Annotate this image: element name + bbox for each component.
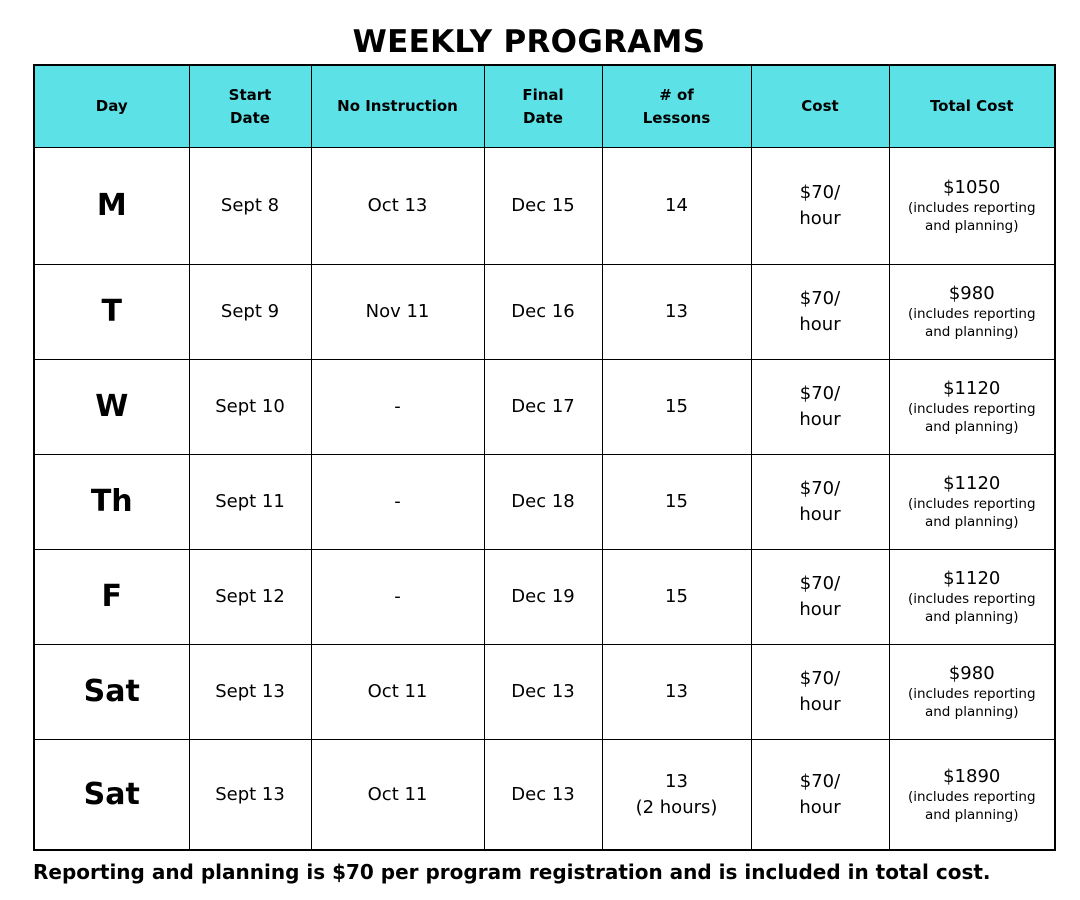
total-note: (includes reporting and planning): [907, 200, 1036, 234]
total-amount: $1120: [943, 568, 1001, 589]
total-cost-cell: [889, 265, 1055, 360]
total-note: (includes reporting and planning): [907, 788, 1036, 823]
total-amount: $980: [948, 283, 995, 304]
final-date-cell: Dec 19: [484, 550, 602, 645]
header-final-date: Final Date: [484, 65, 602, 148]
final-date-cell: Dec 16: [484, 265, 602, 360]
lessons-cell: [602, 455, 751, 550]
total-amount: $1050: [943, 177, 1001, 198]
day-cell: Sat: [34, 645, 189, 740]
header-start-date: Start Date: [189, 65, 311, 148]
header-day: Day: [34, 65, 189, 148]
programs-table: [33, 64, 1056, 851]
total-cost-cell: [889, 148, 1055, 265]
lessons-count: 15: [665, 396, 688, 417]
no-instruction-cell: -: [311, 360, 484, 455]
total-note: (includes reporting and planning): [907, 496, 1036, 530]
total-amount: $1120: [943, 473, 1001, 494]
lessons-cell: [602, 360, 751, 455]
start-date-cell: Sept 12: [189, 550, 311, 645]
table-body: [34, 148, 1055, 851]
total-note: (includes reporting and planning): [907, 401, 1036, 435]
lessons-count: 13: [665, 770, 688, 792]
lessons-cell: [602, 148, 751, 265]
lessons-cell: [602, 645, 751, 740]
cost-cell: $70/ hour: [751, 148, 889, 265]
day-cell: M: [34, 148, 189, 265]
lessons-count: 15: [665, 586, 688, 607]
lessons-cell: [602, 265, 751, 360]
total-cost-cell: [889, 360, 1055, 455]
table-row: [34, 148, 1055, 265]
final-date-cell: Dec 13: [484, 645, 602, 740]
cost-cell: $70/ hour: [751, 645, 889, 740]
lessons-cell: [602, 740, 751, 851]
table-row: [34, 550, 1055, 645]
page-title: WEEKLY PROGRAMS: [352, 24, 706, 60]
total-cost-cell: [889, 740, 1055, 851]
table-row: [34, 360, 1055, 455]
table-row: [34, 265, 1055, 360]
no-instruction-cell: Nov 11: [311, 265, 484, 360]
total-amount: $980: [948, 663, 995, 684]
header-total-cost: Total Cost: [889, 65, 1055, 148]
cost-cell: $70/ hour: [751, 740, 889, 851]
cost-cell: $70/ hour: [751, 265, 889, 360]
no-instruction-cell: -: [311, 550, 484, 645]
total-cost-cell: [889, 550, 1055, 645]
day-cell: F: [34, 550, 189, 645]
final-date-cell: Dec 17: [484, 360, 602, 455]
total-cost-cell: [889, 645, 1055, 740]
total-amount: $1890: [943, 765, 1001, 787]
table-row: [34, 645, 1055, 740]
header-cost: Cost: [751, 65, 889, 148]
table-row: [34, 740, 1055, 851]
total-note: (includes reporting and planning): [907, 306, 1036, 340]
lessons-count: 13: [665, 681, 688, 702]
total-amount: $1120: [943, 378, 1001, 399]
total-note: (includes reporting and planning): [907, 591, 1036, 625]
no-instruction-cell: -: [311, 455, 484, 550]
lessons-count: 13: [665, 301, 688, 322]
day-cell: W: [34, 360, 189, 455]
total-cost-cell: [889, 455, 1055, 550]
start-date-cell: Sept 9: [189, 265, 311, 360]
final-date-cell: Dec 15: [484, 148, 602, 265]
cost-cell: $70/ hour: [751, 455, 889, 550]
no-instruction-cell: Oct 11: [311, 645, 484, 740]
start-date-cell: Sept 8: [189, 148, 311, 265]
lessons-count: 15: [665, 491, 688, 512]
lessons-count: 14: [665, 195, 688, 216]
no-instruction-cell: Oct 11: [311, 740, 484, 851]
day-cell: Sat: [34, 740, 189, 851]
final-date-cell: Dec 13: [484, 740, 602, 851]
cost-cell: $70/ hour: [751, 550, 889, 645]
final-date-cell: Dec 18: [484, 455, 602, 550]
header-lessons: # of Lessons: [602, 65, 751, 148]
header-no-instruction: No Instruction: [311, 65, 484, 148]
start-date-cell: Sept 11: [189, 455, 311, 550]
table-header-row: [34, 65, 1055, 148]
cost-cell: $70/ hour: [751, 360, 889, 455]
start-date-cell: Sept 10: [189, 360, 311, 455]
lessons-note: (2 hours): [635, 796, 718, 818]
day-cell: T: [34, 265, 189, 360]
start-date-cell: Sept 13: [189, 645, 311, 740]
day-cell: Th: [34, 455, 189, 550]
lessons-cell: [602, 550, 751, 645]
total-note: (includes reporting and planning): [907, 686, 1036, 720]
footnote: Reporting and planning is $70 per program registration and is included in total cost.: [33, 860, 991, 884]
table-row: [34, 455, 1055, 550]
start-date-cell: Sept 13: [189, 740, 311, 851]
no-instruction-cell: Oct 13: [311, 148, 484, 265]
